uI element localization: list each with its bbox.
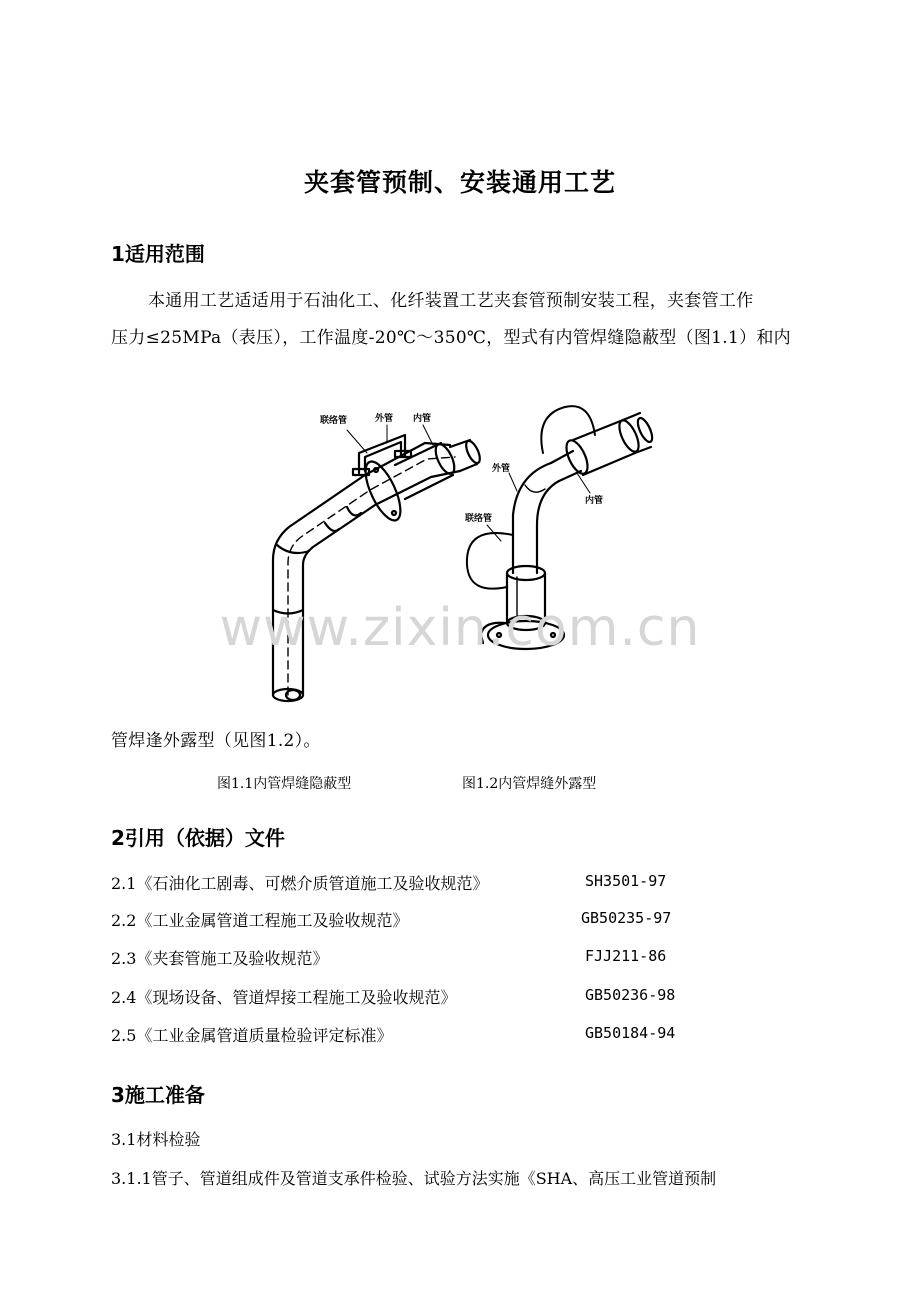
reference-item-code: GB50235-97 — [581, 909, 672, 927]
section-2-heading: 2引用（依据）文件 — [111, 826, 285, 850]
fig2-label-link-pipe: 联络管 — [465, 514, 493, 524]
reference-item-name: 2.5《工业金属管道质量检验评定标准》 — [111, 1026, 393, 1045]
section-3-heading: 3施工准备 — [111, 1083, 205, 1107]
fig1-label-link-pipe: 联络管 — [320, 416, 348, 426]
document-title: 夹套管预制、安装通用工艺 — [303, 168, 616, 197]
fig1-label-outer-pipe: 外管 — [375, 414, 394, 424]
reference-item-name: 2.1《石油化工剧毒、可燃介质管道施工及验收规范》 — [111, 874, 489, 893]
figure-1-1-drawing — [273, 425, 483, 701]
figure-1-2-caption: 图1.2内管焊缝外露型 — [462, 776, 597, 792]
reference-item-name: 2.4《现场设备、管道焊接工程施工及验收规范》 — [111, 988, 457, 1007]
section-1-paragraph-line-3: 管焊逢外露型（见图1.2）。 — [111, 731, 321, 751]
fig1-label-inner-pipe: 内管 — [413, 414, 432, 424]
figure-1-1-caption: 图1.1内管焊缝隐蔽型 — [217, 776, 352, 792]
watermark: www.zixin.com.cn — [219, 598, 701, 658]
section-1-heading: 1适用范围 — [111, 242, 205, 266]
reference-item-name: 2.2《工业金属管道工程施工及验收规范》 — [111, 911, 409, 930]
reference-item-name: 2.3《夹套管施工及验收规范》 — [111, 949, 329, 968]
fig2-label-inner-pipe: 内管 — [585, 496, 604, 506]
section-3-1-1-paragraph: 3.1.1管子、管道组成件及管道支承件检验、试验方法实施《SHA、高压工业管道预制 — [111, 1169, 717, 1188]
jacketed-pipe-figure — [255, 395, 735, 720]
fig2-label-outer-pipe: 外管 — [492, 464, 511, 474]
section-1-paragraph-line-1: 本通用工艺适适用于石油化工、化纤装置工艺夹套管预制安装工程，夹套管工作 — [148, 291, 754, 311]
section-1-paragraph-line-2: 压力≤25MPa（表压），工作温度-20℃～350℃，型式有内管焊缝隐蔽型（图1.1）和内 — [111, 328, 791, 348]
reference-item-code: FJJ211-86 — [585, 947, 667, 965]
reference-item-code: GB50184-94 — [585, 1024, 676, 1042]
section-3-1-subheading: 3.1材料检验 — [111, 1130, 201, 1149]
reference-item-code: GB50236-98 — [585, 986, 676, 1004]
reference-item-code: SH3501-97 — [585, 872, 667, 890]
